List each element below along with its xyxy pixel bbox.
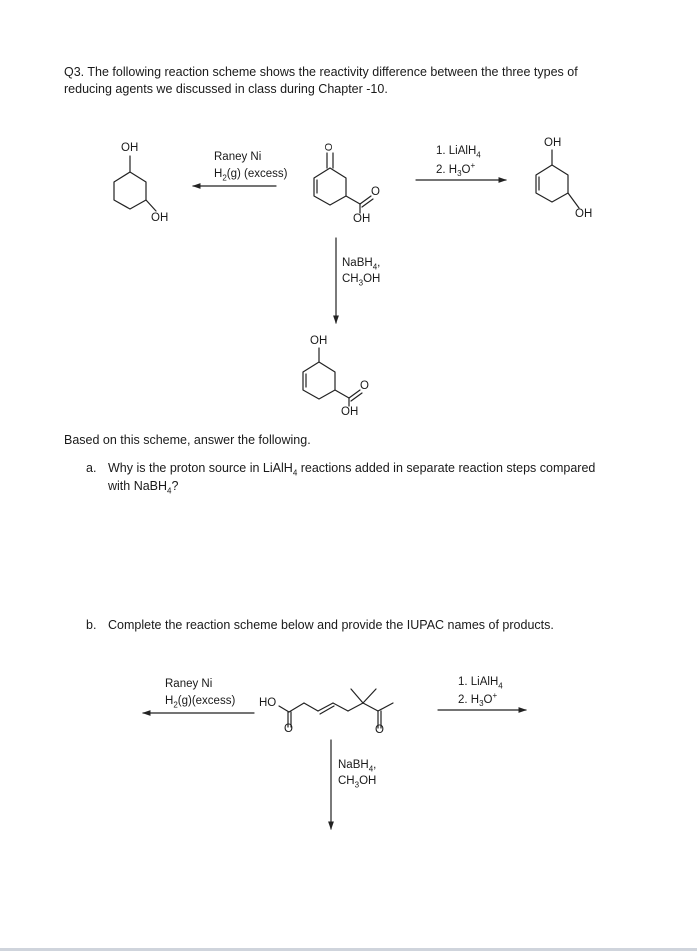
reagent2-raney-conditions: $H_2(g)(excess)$ bbox=[165, 695, 236, 710]
atom-label-oh: OH bbox=[544, 137, 562, 149]
reagent2-nabh4-line1: NaBH$_4$, bbox=[338, 759, 377, 774]
product-lialh4 bbox=[536, 150, 579, 208]
atom-label-o: O bbox=[284, 723, 293, 735]
atom-label-o: O bbox=[360, 380, 369, 392]
reagent2-raney-name: Raney Ni bbox=[165, 678, 213, 690]
starting-material-keto-acid bbox=[314, 153, 373, 213]
reagent-raney-name: Raney Ni bbox=[214, 151, 262, 163]
atom-label-oh: OH bbox=[353, 213, 371, 225]
atom-label-oh: OH bbox=[575, 208, 593, 220]
atom-label-oh: OH bbox=[121, 142, 139, 154]
reagent-nabh4-line1: NaBH$_4$, bbox=[342, 257, 381, 272]
reagent2-nabh4-line2: $CH_3OH$ bbox=[338, 775, 377, 790]
intro-line-2: reducing agents we discussed in class during Chapter -10. bbox=[64, 82, 388, 96]
substrate-scheme2 bbox=[279, 689, 393, 728]
part-a-question-line1: Why is the proton source in LiAlH$_4$ reactions added in separate reaction steps compared bbox=[108, 461, 596, 478]
reagent-raney-conditions: $H_2(g)$ (excess) bbox=[214, 168, 288, 183]
reagent-lialh4-step2: 2. $H_3O^+$ bbox=[436, 161, 476, 179]
atom-label-oh: OH bbox=[341, 406, 359, 418]
atom-label-oh: OH bbox=[151, 212, 169, 224]
part-b-question: Complete the reaction scheme below and provide the IUPAC names of products. bbox=[108, 618, 554, 632]
atom-label-o: O bbox=[323, 142, 336, 152]
reagent2-lialh4-step1: 1. LiAlH$_4$ bbox=[458, 676, 503, 691]
product-diol-cyclohexane bbox=[114, 156, 156, 211]
atom-label-ho: HO bbox=[259, 697, 277, 709]
reagent2-lialh4-step2: 2. $H_3O^+$ bbox=[458, 691, 498, 709]
atom-label-o: O bbox=[375, 724, 384, 736]
part-a-marker: a. bbox=[86, 461, 97, 475]
product-nabh4 bbox=[303, 348, 362, 406]
intro-line-1: Q3. The following reaction scheme shows the reactivity difference between the three types of bbox=[64, 65, 578, 79]
atom-label-o: O bbox=[371, 186, 380, 198]
atom-label-oh: OH bbox=[310, 335, 328, 347]
part-a-lead: Based on this scheme, answer the following. bbox=[64, 433, 311, 447]
part-b-marker: b. bbox=[86, 618, 97, 632]
reagent-nabh4-line2: $CH_3OH$ bbox=[342, 273, 381, 288]
reagent-lialh4-step1: 1. LiAlH$_4$ bbox=[436, 145, 481, 160]
part-a-question-line2: with NaBH$_4$? bbox=[108, 479, 179, 496]
